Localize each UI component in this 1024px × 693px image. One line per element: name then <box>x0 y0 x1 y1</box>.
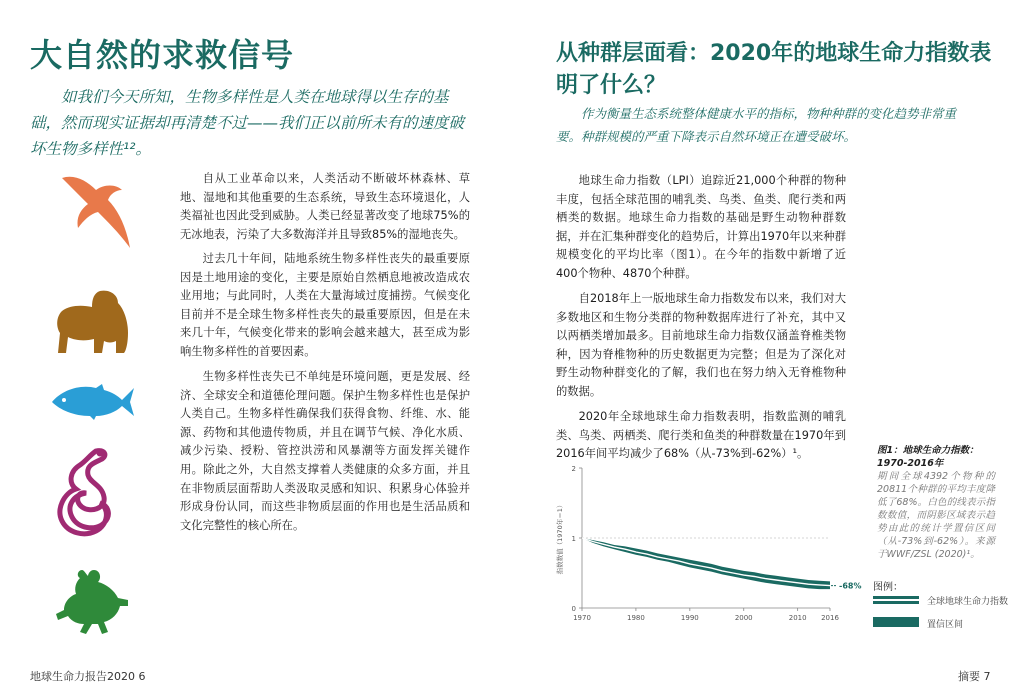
legend-band-swatch <box>873 617 919 627</box>
figure-caption-title: 图1：地球生命力指数：1970-2016年 <box>877 445 979 469</box>
right-paragraph-3: 2020年全球地球生命力指数表明，指数监测的哺乳类、鸟类、两栖类、爬行类和鱼类的种群数量在1970年到2016年间平均减少了68%（从-73%到-62%）¹。 <box>556 410 846 461</box>
y-tick-label: 2 <box>571 465 576 473</box>
figure-caption-body: 期间全球4392个物种的20811个种群的平均丰度降低了68%。白色的线表示指数数值，而阴影区域表示趋势由此的统计学置信区间（从-73%到-62%）。来源于WWF/ZSL (2020)¹。 <box>877 471 995 560</box>
x-tick-label: 1990 <box>680 614 699 622</box>
legend-line-swatch <box>873 596 919 604</box>
y-axis-label: 指数数值（1970年＝1） <box>556 501 564 575</box>
frog-icon <box>54 566 130 636</box>
legend-title: 图例： <box>873 582 903 593</box>
gorilla-icon <box>52 287 132 355</box>
x-tick-label: 1970 <box>573 614 591 622</box>
y-tick-label: 0 <box>571 605 576 613</box>
figure-caption <box>877 444 995 561</box>
y-tick-label: 1 <box>571 535 576 543</box>
legend-band-label: 置信区间 <box>927 620 964 630</box>
left-paragraph-2: 过去几十年间，陆地系统生物多样性丧失的最重要原因是土地用途的变化，主要是原始自然栖息地被改造成农业用地；与此同时，人类在大量海域过度捕捞。气候变化目前并不是全球生物多样性丧失的最重要原因，但是在未来几十年，气候变化带来的影响会越来越大，甚至成为影响生物多样性的首要因素。 <box>180 252 470 358</box>
fish-icon <box>50 382 136 422</box>
right-intro: 作为衡量生态系统整体健康水平的指标，物种种群的变化趋势非常重要。种群规模的严重下降表示自然环境正在遭受破坏。 <box>556 106 957 144</box>
left-footer: 地球生命力报告2020 6 <box>30 670 146 683</box>
x-tick-label: 2010 <box>788 614 807 622</box>
left-paragraph-1: 自从工业革命以来，人类活动不断破坏林森林、草地、湿地和其他重要的生态系统，导致生态环境退化，人类福祉也因此受到威胁。人类已经显著改变了地球75%的无冰地表，污染了大多数海洋并且导致85%的湿地丧失。 <box>180 172 470 241</box>
right-footer: 摘要 7 <box>958 670 991 683</box>
lpi-chart <box>548 456 868 636</box>
confidence-band <box>582 538 830 589</box>
right-paragraph-1: 地球生命力指数（LPI）追踪近21,000个种群的物种丰度，包括全球范围的哺乳类、鸟类、鱼类、爬行类和两栖类的数据。地球生命力指数的基础是野生动物种群数据，并在汇集种群变化的趋势后，计算出1970年以来种群规模变化的平均比率（图1）。在今年的指数中新增了近400个物种、4870个种群。 <box>556 174 846 280</box>
left-intro: 如我们今天所知，生物多样性是人类在地球得以生存的基础，然而现实证据却再清楚不过——我们正以前所未有的速度破坏生物多样性¹²。 <box>30 88 465 158</box>
x-tick-label: 1980 <box>626 614 645 622</box>
x-tick-label: 2016 <box>821 614 839 622</box>
right-paragraph-2: 自2018年上一版地球生命力指数发布以来，我们对大多数地区和生物分类群的物种数据库进行了补充，其中又以两栖类增加最多。目前地球生命力指数仅涵盖脊椎类物种，因为脊椎物种的历史数据更为完整；但是为了深化对野生动物种群变化的了解，我们也在努力纳入无脊椎物种的数据。 <box>556 292 846 398</box>
bird-icon <box>60 170 132 252</box>
left-page-title: 大自然的求救信号 <box>30 36 295 74</box>
end-value-label: -68% <box>839 581 862 591</box>
snake-icon <box>56 443 116 543</box>
legend-line-label: 全球地球生命力指数 <box>927 597 1009 607</box>
left-paragraph-3: 生物多样性丧失已不单纯是环境问题，更是发展、经济、全球安全和道德伦理问题。保护生物多样性也是保护人类自己。生物多样性确保我们获得食物、纤维、水、能源、药物和其他遗传物质，并且在调节气候、净化水质、减少污染、授粉、管控洪涝和风暴潮等方面发挥关键作用。除此之外，大自然支撑着人类健康的众多方面，并且在非物质层面帮助人类汲取灵感和知识、积累身心体验并形成身份认同，而这些非物质层面的作用也是生活品质和文化完整性的核心所在。 <box>180 370 470 532</box>
x-tick-label: 2000 <box>734 614 753 622</box>
right-page-title: 从种群层面看：2020年的地球生命力指数表明了什么？ <box>556 41 992 98</box>
